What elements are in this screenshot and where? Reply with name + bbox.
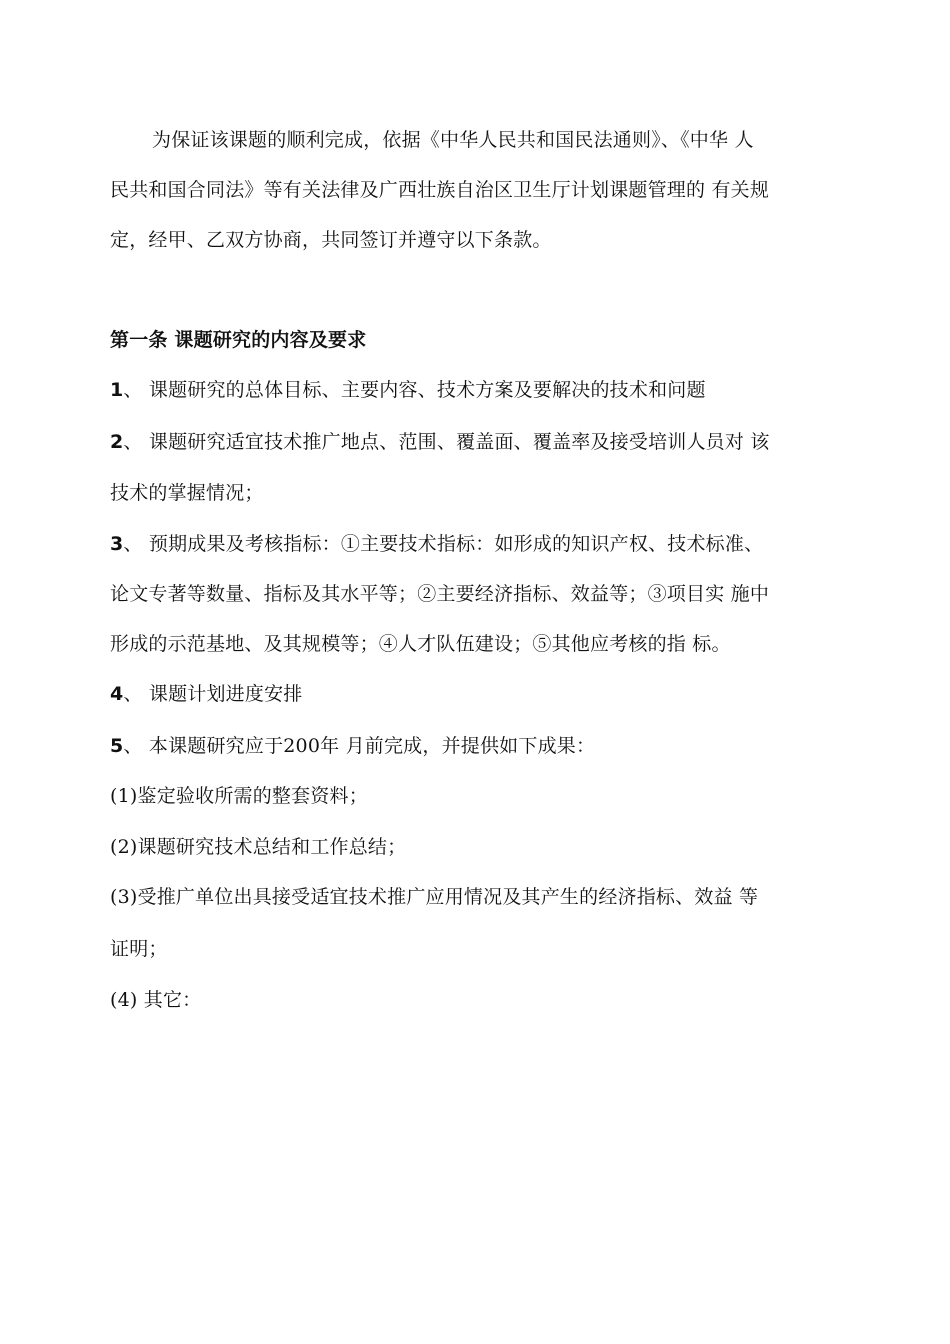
list-item-3-continuation-2: 形成的示范基地、及其规模等；④人才队伍建设；⑤其他应考核的指 标。 xyxy=(110,633,731,655)
list-item-number: 5 xyxy=(110,735,124,757)
result-item-3: (3)受推广单位出具接受适宜技术推广应用情况及其产生的经济指标、效益 等 xyxy=(110,886,759,908)
list-item-3 xyxy=(110,531,850,557)
list-item-text: 课题计划进度安排 xyxy=(142,683,303,705)
list-item-separator: 、 xyxy=(123,735,143,757)
list-item-separator: 、 xyxy=(123,431,143,453)
list-item-text: 本课题研究应于200年 月前完成，并提供如下成果： xyxy=(142,735,596,757)
list-item-4 xyxy=(110,681,850,707)
list-item-number: 2 xyxy=(110,431,124,453)
list-item-separator: 、 xyxy=(123,533,143,555)
list-item-text: 预期成果及考核指标：①主要技术指标：如形成的知识产权、技术标准、 xyxy=(142,533,764,555)
list-item-number: 3 xyxy=(110,533,124,555)
list-item-text: 课题研究适宜技术推广地点、范围、覆盖面、覆盖率及接受培训人员对 该 xyxy=(142,431,770,453)
list-item-3-continuation-1: 论文专著等数量、指标及其水平等；②主要经济指标、效益等；③项目实 施中 xyxy=(110,583,770,605)
list-item-1 xyxy=(110,377,850,403)
list-item-5 xyxy=(110,733,850,759)
intro-paragraph-line-3: 定，经甲、乙双方协商，共同签订并遵守以下条款。 xyxy=(110,229,552,251)
list-item-separator: 、 xyxy=(123,683,143,705)
list-item-number: 1 xyxy=(110,379,124,401)
result-item-4: (4) 其它： xyxy=(110,989,202,1011)
list-item-text: 课题研究的总体目标、主要内容、技术方案及要解决的技术和问题 xyxy=(142,379,706,401)
result-item-3-continuation: 证明； xyxy=(110,938,168,960)
result-item-1: (1)鉴定验收所需的整套资料； xyxy=(110,785,368,807)
list-item-2 xyxy=(110,429,850,455)
intro-paragraph-line-1: 为保证该课题的顺利完成，依据《中华人民共和国民法通则》、《中华 人 xyxy=(152,129,754,151)
list-item-2-continuation: 技术的掌握情况； xyxy=(110,482,264,504)
result-item-2: (2)课题研究技术总结和工作总结； xyxy=(110,836,407,858)
list-item-number: 4 xyxy=(110,683,124,705)
list-item-separator: 、 xyxy=(123,379,143,401)
intro-paragraph-line-2: 民共和国合同法》等有关法律及广西壮族自治区卫生厅计划课题管理的 有关规 xyxy=(110,179,770,201)
article-1-heading: 第一条 课题研究的内容及要求 xyxy=(110,329,367,351)
